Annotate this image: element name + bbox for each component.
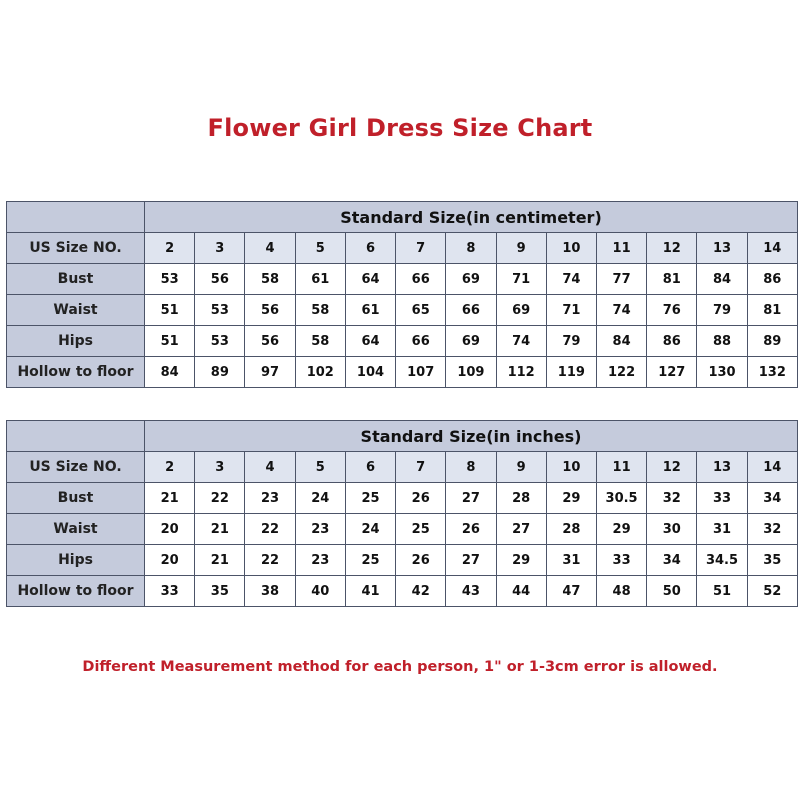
table-cell: 28 (496, 483, 546, 514)
table-cell: 20 (145, 514, 195, 545)
table-cell: 27 (446, 483, 496, 514)
table-cell: 31 (546, 545, 596, 576)
table-cell: 66 (396, 326, 446, 357)
chart-title: Flower Girl Dress Size Chart (207, 114, 593, 142)
table-cell: 24 (345, 514, 395, 545)
table-cell: 34 (747, 483, 797, 514)
table-cell: 50 (647, 576, 697, 607)
row-label: Hollow to floor (7, 357, 145, 388)
table-cell: 71 (546, 295, 596, 326)
row-label: US Size NO. (7, 233, 145, 264)
table-cell: 84 (596, 326, 646, 357)
table-cell: 79 (546, 326, 596, 357)
table-cell: 33 (145, 576, 195, 607)
table-cell: 24 (295, 483, 345, 514)
table-cell: 32 (747, 514, 797, 545)
table-cell: 84 (145, 357, 195, 388)
table-row (7, 357, 798, 388)
table-cell: 112 (496, 357, 546, 388)
table-cell: 13 (697, 452, 747, 483)
table-cell: 65 (396, 295, 446, 326)
table-cell: 81 (747, 295, 797, 326)
table-cell: 44 (496, 576, 546, 607)
corner-cell (7, 421, 145, 452)
table-cell: 21 (195, 545, 245, 576)
table-cell: 25 (396, 514, 446, 545)
table-cell: 89 (195, 357, 245, 388)
table-cell: 2 (145, 452, 195, 483)
table-cell: 77 (596, 264, 646, 295)
table-cell: 71 (496, 264, 546, 295)
table-cell: 34 (647, 545, 697, 576)
table-cell: 27 (446, 545, 496, 576)
table-cell: 58 (295, 326, 345, 357)
table-cell: 11 (596, 452, 646, 483)
table-cell: 51 (697, 576, 747, 607)
table-cell: 11 (596, 233, 646, 264)
table-cell: 47 (546, 576, 596, 607)
table-cell: 22 (245, 545, 295, 576)
table-cell: 27 (496, 514, 546, 545)
corner-cell (7, 202, 145, 233)
table-cell: 21 (195, 514, 245, 545)
table-cell: 7 (396, 233, 446, 264)
table-row (7, 233, 798, 264)
table-cell: 104 (345, 357, 395, 388)
table-cell: 86 (647, 326, 697, 357)
table-cell: 14 (747, 233, 797, 264)
table-row (7, 295, 798, 326)
table-cell: 74 (496, 326, 546, 357)
table-cell: 34.5 (697, 545, 747, 576)
table-cell: 102 (295, 357, 345, 388)
table-cell: 25 (345, 483, 395, 514)
table-cell: 109 (446, 357, 496, 388)
table-cell: 3 (195, 233, 245, 264)
table-cell: 64 (345, 326, 395, 357)
table-cell: 5 (295, 233, 345, 264)
table-cell: 35 (195, 576, 245, 607)
centimeter-size-table (6, 201, 798, 388)
table-cell: 29 (496, 545, 546, 576)
table-cell: 74 (546, 264, 596, 295)
table-cell: 122 (596, 357, 646, 388)
table-cell: 69 (446, 264, 496, 295)
table-cell: 53 (195, 295, 245, 326)
table-row (7, 452, 798, 483)
table-cell: 8 (446, 452, 496, 483)
table-cell: 12 (647, 233, 697, 264)
table-cell: 29 (546, 483, 596, 514)
table-cell: 10 (546, 233, 596, 264)
table-cell: 21 (145, 483, 195, 514)
table-cell: 43 (446, 576, 496, 607)
table-cell: 33 (697, 483, 747, 514)
table-cell: 61 (295, 264, 345, 295)
table-cell: 40 (295, 576, 345, 607)
row-label: Bust (7, 483, 145, 514)
table-cell: 53 (145, 264, 195, 295)
table-cell: 52 (747, 576, 797, 607)
table-row (7, 576, 798, 607)
table-cell: 97 (245, 357, 295, 388)
table-cell: 127 (647, 357, 697, 388)
table-cell: 76 (647, 295, 697, 326)
table-cell: 22 (195, 483, 245, 514)
table-cell: 23 (295, 545, 345, 576)
table-cell: 89 (747, 326, 797, 357)
table-row (7, 545, 798, 576)
table-cell: 31 (697, 514, 747, 545)
table-cell: 22 (245, 514, 295, 545)
table-row (7, 264, 798, 295)
table-cell: 14 (747, 452, 797, 483)
table-cell: 13 (697, 233, 747, 264)
table-cell: 35 (747, 545, 797, 576)
table-cell: 4 (245, 233, 295, 264)
table-cell: 51 (145, 295, 195, 326)
table-cell: 88 (697, 326, 747, 357)
caption-row (7, 421, 798, 452)
row-label: Waist (7, 295, 145, 326)
table-cell: 74 (596, 295, 646, 326)
table-cell: 6 (345, 452, 395, 483)
table-cell: 51 (145, 326, 195, 357)
table-cell: 9 (496, 452, 546, 483)
table-cell: 23 (295, 514, 345, 545)
table-row (7, 514, 798, 545)
table-cell: 41 (345, 576, 395, 607)
table-cell: 56 (195, 264, 245, 295)
table-cell: 69 (446, 326, 496, 357)
table-cell: 42 (396, 576, 446, 607)
table-cell: 26 (396, 483, 446, 514)
row-label: Waist (7, 514, 145, 545)
table-cell: 3 (195, 452, 245, 483)
table-cell: 29 (596, 514, 646, 545)
table-cell: 2 (145, 233, 195, 264)
table-cell: 86 (747, 264, 797, 295)
table-cell: 30 (647, 514, 697, 545)
table-cell: 9 (496, 233, 546, 264)
table-cell: 23 (245, 483, 295, 514)
row-label: Hips (7, 545, 145, 576)
table-cell: 119 (546, 357, 596, 388)
table-cell: 84 (697, 264, 747, 295)
table-cell: 66 (446, 295, 496, 326)
table-cell: 33 (596, 545, 646, 576)
table-cell: 12 (647, 452, 697, 483)
table-row (7, 483, 798, 514)
table-cell: 10 (546, 452, 596, 483)
table-cell: 6 (345, 233, 395, 264)
row-label: Bust (7, 264, 145, 295)
row-label: US Size NO. (7, 452, 145, 483)
table-cell: 132 (747, 357, 797, 388)
table-cell: 58 (295, 295, 345, 326)
table-cell: 26 (446, 514, 496, 545)
table-cell: 130 (697, 357, 747, 388)
table-cell: 20 (145, 545, 195, 576)
table-caption: Standard Size(in centimeter) (145, 202, 798, 233)
table-cell: 79 (697, 295, 747, 326)
table-cell: 107 (396, 357, 446, 388)
table-cell: 32 (647, 483, 697, 514)
table-cell: 25 (345, 545, 395, 576)
caption-row (7, 202, 798, 233)
table-cell: 56 (245, 326, 295, 357)
table-cell: 69 (496, 295, 546, 326)
table-cell: 30.5 (596, 483, 646, 514)
table-cell: 64 (345, 264, 395, 295)
table-cell: 28 (546, 514, 596, 545)
measurement-note: Different Measurement method for each person, 1" or 1-3cm error is allowed. (82, 659, 718, 675)
table-cell: 7 (396, 452, 446, 483)
row-label: Hollow to floor (7, 576, 145, 607)
inch-size-table (6, 420, 798, 607)
table-cell: 5 (295, 452, 345, 483)
table-cell: 56 (245, 295, 295, 326)
table-cell: 38 (245, 576, 295, 607)
row-label: Hips (7, 326, 145, 357)
table-row (7, 326, 798, 357)
table-cell: 53 (195, 326, 245, 357)
table-cell: 61 (345, 295, 395, 326)
table-caption: Standard Size(in inches) (145, 421, 798, 452)
table-cell: 48 (596, 576, 646, 607)
table-cell: 8 (446, 233, 496, 264)
table-cell: 4 (245, 452, 295, 483)
table-cell: 66 (396, 264, 446, 295)
table-cell: 81 (647, 264, 697, 295)
table-cell: 26 (396, 545, 446, 576)
table-cell: 58 (245, 264, 295, 295)
